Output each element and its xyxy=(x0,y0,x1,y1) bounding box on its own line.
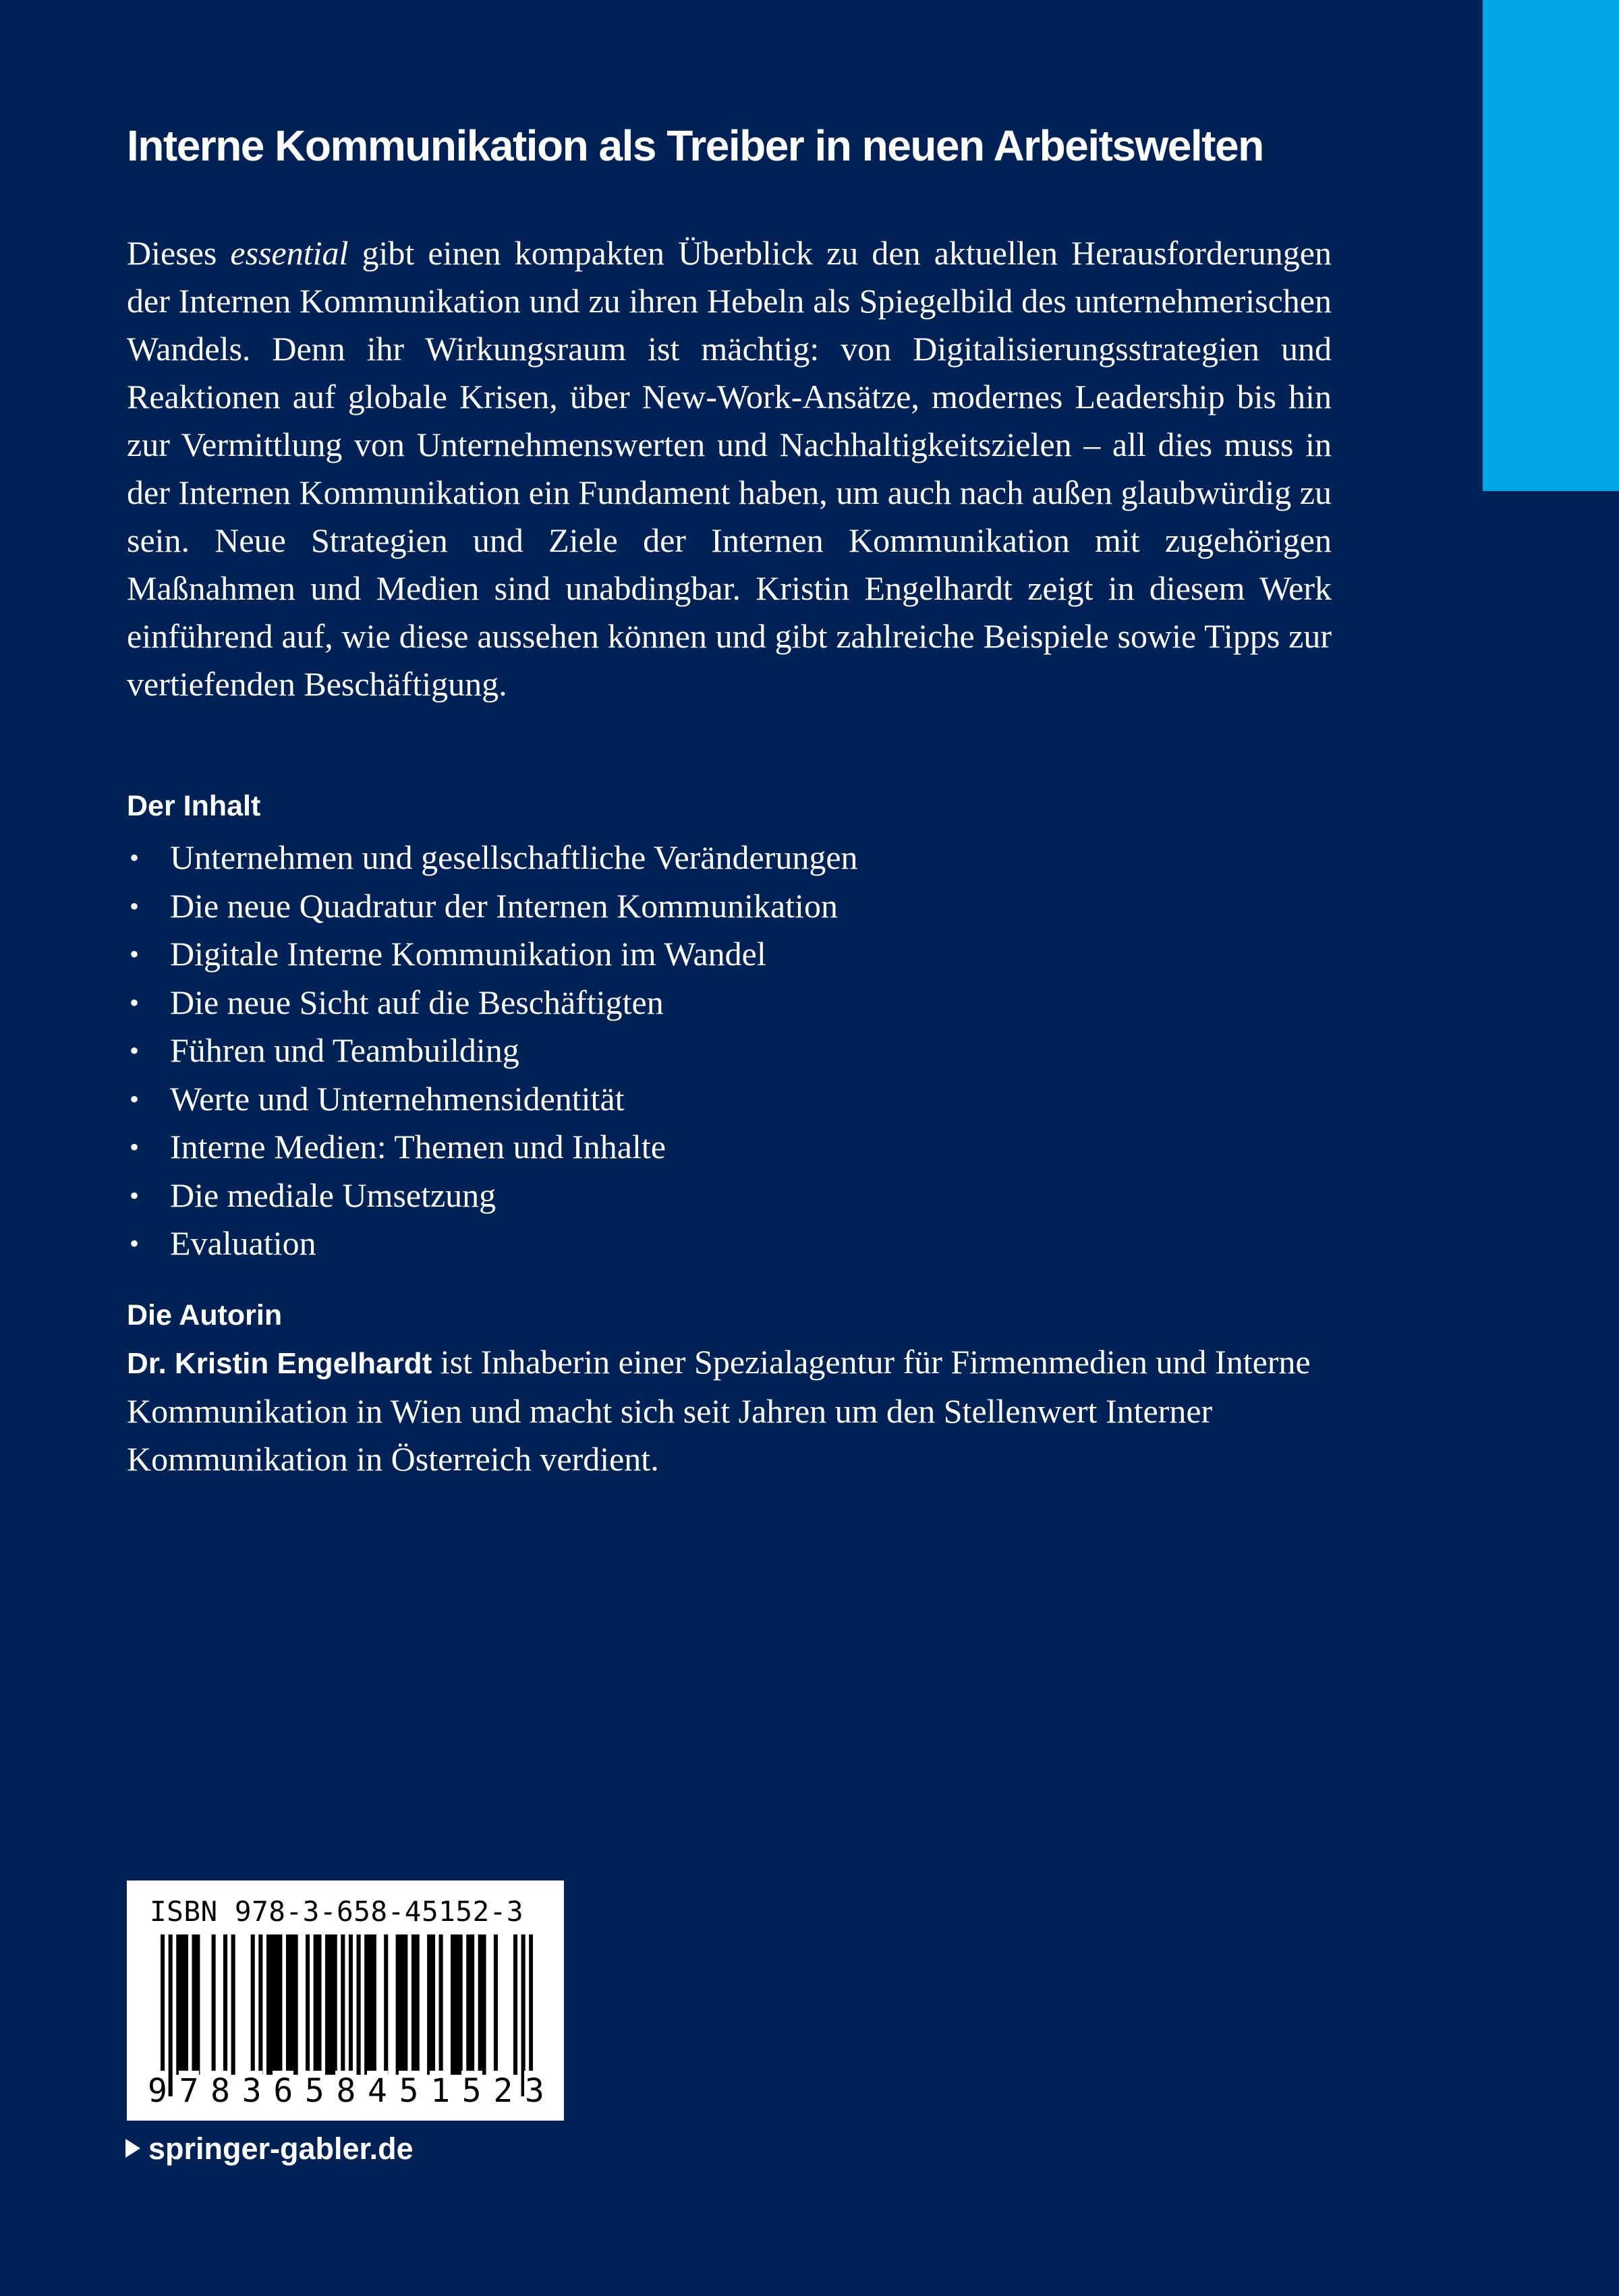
barcode-bar xyxy=(329,1934,333,2075)
contents-list xyxy=(127,834,858,1268)
barcode-digit: 7 xyxy=(179,2072,199,2110)
bullet-icon: • xyxy=(130,1228,140,1259)
barcode-digit: 6 xyxy=(273,2072,293,2110)
barcode-digits xyxy=(147,2071,545,2111)
contents-item xyxy=(127,1075,858,1124)
bullet-icon: • xyxy=(130,939,140,969)
barcode-bar xyxy=(451,1934,455,2075)
bullet-icon: • xyxy=(130,1083,140,1114)
barcode-bar xyxy=(275,1934,279,2075)
website[interactable] xyxy=(125,2131,414,2166)
contents-item-label: Evaluation xyxy=(170,1224,316,1262)
bullet-icon: • xyxy=(130,1132,140,1162)
barcode-digit: 5 xyxy=(304,2072,324,2110)
barcode-bar xyxy=(231,1934,235,2075)
barcode-bar xyxy=(459,1934,463,2075)
barcode-bar xyxy=(184,1934,188,2075)
barcode-bar xyxy=(427,1934,431,2075)
barcode-bar xyxy=(455,1934,459,2075)
barcode-bar xyxy=(384,1934,388,2075)
barcode-bar xyxy=(431,1934,435,2075)
barcode-digit: 8 xyxy=(210,2072,231,2110)
contents-item xyxy=(127,1027,858,1075)
barcode-bar xyxy=(470,1934,474,2075)
barcode-bar xyxy=(266,1934,271,2075)
contents-item xyxy=(127,1172,858,1220)
accent-color-block xyxy=(1483,0,1619,491)
barcode-bar xyxy=(325,1934,329,2075)
barcode-bar xyxy=(176,1934,180,2075)
contents-item-label: Interne Medien: Themen und Inhalte xyxy=(170,1128,666,1166)
contents-item-label: Die neue Quadratur der Internen Kommunikation xyxy=(170,886,838,925)
barcode-bar xyxy=(372,1934,376,2075)
barcode-bar xyxy=(333,1934,337,2075)
website-label: springer-gabler.de xyxy=(148,2131,414,2166)
barcode-bar xyxy=(364,1934,368,2075)
barcode-digit: 4 xyxy=(368,2072,387,2110)
author-name: Dr. Kristin Engelhardt xyxy=(127,1347,432,1380)
barcode-bar xyxy=(396,1934,400,2075)
barcode-digit: 1 xyxy=(430,2072,451,2110)
contents-item-label: Die mediale Umsetzung xyxy=(170,1176,496,1214)
contents-item xyxy=(127,834,858,882)
barcode-digit: 3 xyxy=(242,2072,262,2110)
barcode-bar xyxy=(466,1934,470,2075)
barcode-digit: 5 xyxy=(399,2072,419,2110)
barcode-bar xyxy=(306,1934,310,2075)
contents-item xyxy=(127,882,858,931)
barcode-bar xyxy=(258,1934,262,2075)
contents-heading: Der Inhalt xyxy=(127,790,261,822)
contents-item-label: Digitale Interne Kommunikation im Wandel xyxy=(170,935,766,973)
author-bio-text: ist Inhaberin einer Spezialagentur für Firmenmedien und Interne Kommunikation in Wien und macht sich seit Jahren um den Stellenwert Interner Kommunikation in Österreich verdient. xyxy=(127,1343,1311,1478)
barcode-bar xyxy=(294,1934,298,2075)
contents-item-label: Unternehmen und gesellschaftliche Veränderungen xyxy=(170,838,858,876)
barcode-bar xyxy=(368,1934,372,2075)
barcode-bar xyxy=(439,1934,443,2075)
contents-item xyxy=(127,1219,858,1268)
barcode-bar xyxy=(286,1934,290,2075)
barcode-bar xyxy=(317,1934,321,2075)
bullet-icon: • xyxy=(130,842,140,873)
barcode-bar xyxy=(399,1934,403,2075)
contents-item-label: Werte und Unternehmensidentität xyxy=(170,1079,625,1118)
author-bio xyxy=(127,1338,1332,1483)
contents-item-label: Führen und Teambuilding xyxy=(170,1031,519,1069)
barcode-bar xyxy=(411,1934,416,2075)
barcode-bar xyxy=(416,1934,420,2075)
barcode-bar xyxy=(513,1934,517,2075)
barcode-bar xyxy=(192,1934,196,2075)
barcode-digit: 2 xyxy=(493,2072,513,2110)
barcode-bar xyxy=(196,1934,200,2075)
barcode-bar xyxy=(357,1934,361,2075)
barcode-bar xyxy=(494,1934,498,2075)
bullet-icon: • xyxy=(130,1035,140,1066)
book-description xyxy=(127,229,1332,708)
barcode-digit: 8 xyxy=(336,2072,356,2110)
book-title: Interne Kommunikation als Treiber in neuen Arbeitswelten xyxy=(127,121,1263,170)
isbn-barcode xyxy=(127,1881,564,2121)
barcode-bar xyxy=(478,1934,482,2075)
barcode-bar xyxy=(271,1934,275,2075)
barcode-bar xyxy=(290,1934,294,2075)
triangle-right-icon xyxy=(125,2139,140,2158)
bullet-icon: • xyxy=(130,1180,140,1211)
barcode-bar xyxy=(278,1934,282,2075)
author-heading: Die Autorin xyxy=(127,1299,283,1331)
barcode-bar xyxy=(180,1934,184,2075)
description-lead: Dieses xyxy=(127,234,217,272)
contents-item xyxy=(127,1123,858,1172)
barcode-bar xyxy=(251,1934,255,2075)
barcode-digit: 5 xyxy=(461,2072,482,2110)
barcode-bar xyxy=(314,1934,318,2075)
barcode-bar xyxy=(212,1934,216,2075)
isbn-label: ISBN 978-3-658-45152-3 xyxy=(150,1895,524,1928)
contents-item xyxy=(127,930,858,979)
barcode-bar xyxy=(223,1934,227,2075)
bullet-icon: • xyxy=(130,987,140,1018)
description-emphasis: essential xyxy=(230,234,349,272)
bullet-icon: • xyxy=(130,890,140,921)
barcode-bar xyxy=(403,1934,407,2075)
barcode-bar xyxy=(482,1934,486,2075)
contents-item xyxy=(127,979,858,1027)
barcode-digit: 9 xyxy=(148,2072,167,2110)
barcode-digit: 3 xyxy=(524,2072,544,2110)
description-body: gibt einen kompakten Überblick zu den aktuellen Herausforderungen der Internen Kommunikation und zu ihren Hebeln als Spiegelbild des unternehmerischen Wandels. Denn ihr Wirkungsraum ist mächtig: von Digitalisierungsstrategien und Reaktionen auf globale Krisen, über New-Work-Ansätze, modernes Leadership bis hin zur Vermittlung von Unternehmenswerten und Nachhaltigkeitszielen – all dies muss in der Internen Kommunikation ein Fundament haben, um auch nach außen glaubwürdig zu sein. Neue Strategien und Ziele der Internen Kommunikation mit zugehörigen Maßnahmen und Medien sind unabdingbar. Kristin Engelhardt zeigt in diesem Werk einführend auf, wie diese aussehen können und gibt zahlreiche Beispiele sowie Tipps zur vertiefenden Beschäftigung. xyxy=(127,234,1332,703)
contents-item-label: Die neue Sicht auf die Beschäftigten xyxy=(170,983,664,1021)
